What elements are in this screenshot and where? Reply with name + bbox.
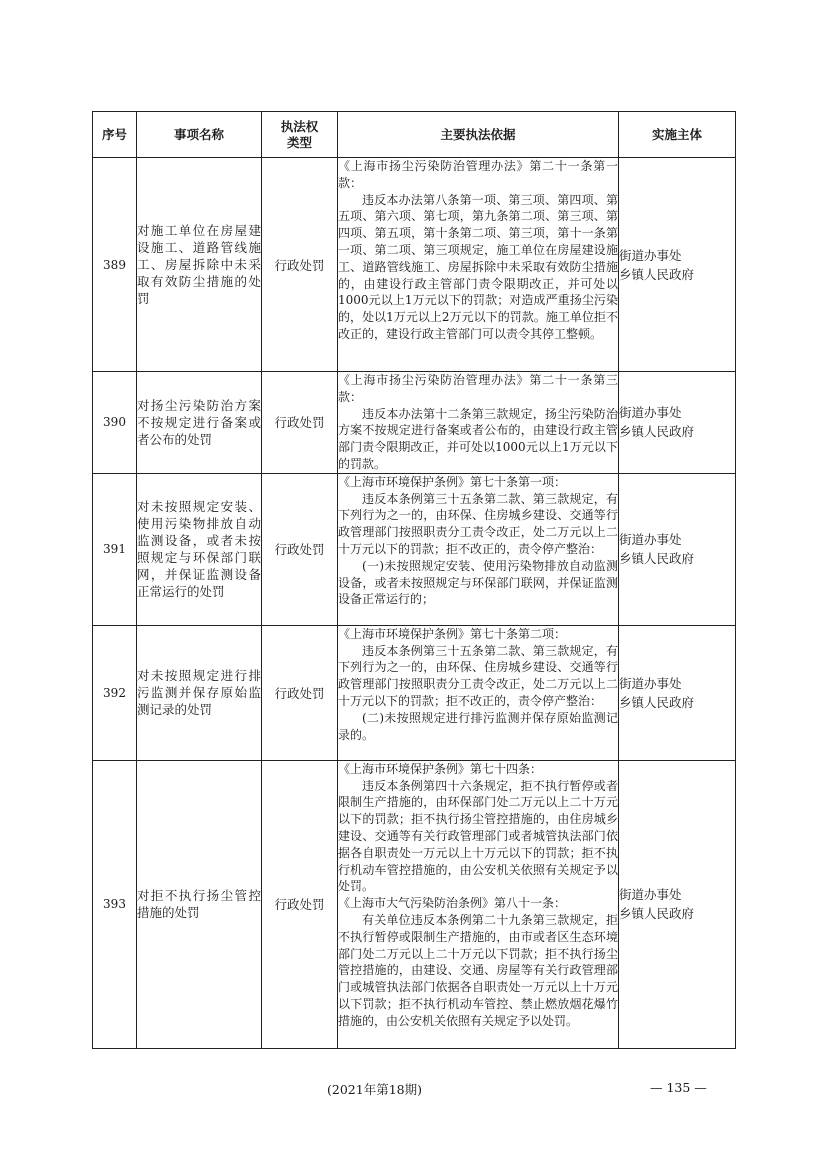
body-line1: 街道办事处 xyxy=(619,532,682,548)
basis-paragraph: (一)未按照规定安装、使用污染物排放自动监测设备，或者未按照规定与环保部门联网，并保证监测设备正常运行的； xyxy=(338,558,618,607)
row-item-name: 对扬尘污染防治方案不按规定进行备案或者公布的处罚 xyxy=(137,372,262,474)
table-row xyxy=(93,760,736,1048)
body-line1: 街道办事处 xyxy=(619,247,682,263)
header-basis: 主要执法依据 xyxy=(338,112,619,158)
basis-paragraph: 《上海市环境保护条例》第七十条第一项： xyxy=(338,474,567,489)
row-seq: 393 xyxy=(93,760,137,1048)
row-item-name: 对拒不执行扬尘管控措施的处罚 xyxy=(137,760,262,1048)
page-number: — 135 — xyxy=(650,1080,707,1095)
row-legal-basis xyxy=(338,372,619,474)
basis-paragraph: 违反本条例第三十五条第二款、第三款规定，有下列行为之一的，由环保、住房城乡建设、交通等行政管理部门按照职责分工责令改正，处二万元以上二十万元以下的罚款；拒不改正的，责令停产整治： xyxy=(338,643,618,708)
body-line2: 乡镇人民政府 xyxy=(619,906,695,922)
body-line2: 乡镇人民政府 xyxy=(619,551,695,567)
row-seq: 391 xyxy=(93,473,137,625)
body-line1: 街道办事处 xyxy=(619,675,682,691)
row-implementing-body xyxy=(619,473,736,625)
body-line2: 乡镇人民政府 xyxy=(619,424,695,440)
basis-paragraph: 有关单位违反本条例第二十九条第三款规定，拒不执行暂停或限制生产措施的，由市或者区生态环境部门处二万元以上二十万元以下罚款；拒不执行扬尘管控措施的，由建设、交通、房屋等有关行政管理部门或城管执法部门依据各自职责处一万元以上十万元以下罚款；拒不执行机动车管控、禁止燃放烟花爆竹措施的，由公安机关依照有关规定予以处罚。 xyxy=(338,912,618,1028)
table-row xyxy=(93,625,736,760)
basis-paragraph: 《上海市环境保护条例》第七十四条： xyxy=(338,761,543,776)
row-implementing-body xyxy=(619,158,736,372)
row-seq: 390 xyxy=(93,372,137,474)
issue-number: (2021年第18期) xyxy=(327,1082,422,1097)
row-implementing-body xyxy=(619,625,736,760)
basis-paragraph: 违反本条例第三十五条第二款、第三款规定，有下列行为之一的，由环保、住房城乡建设、交通等行政管理部门按照职责分工责令改正，处二万元以上二十万元以下的罚款；拒不改正的，责令停产整治： xyxy=(338,491,618,556)
body-line2: 乡镇人民政府 xyxy=(619,694,695,710)
header-body: 实施主体 xyxy=(619,112,736,158)
body-line1: 街道办事处 xyxy=(619,405,682,421)
row-legal-basis xyxy=(338,158,619,372)
row-enforcement-type: 行政处罚 xyxy=(262,158,338,372)
row-legal-basis xyxy=(338,760,619,1048)
enforcement-items-table xyxy=(92,111,736,1049)
basis-paragraph: 违反本条例第四十六条规定，拒不执行暂停或者限制生产措施的，由环保部门处二万元以上二十万元以下的罚款；拒不执行扬尘管控措施的，由住房城乡建设、交通等有关行政管理部门或者城管执法部门依据各自职责处一万元以上十万元以下的罚款；拒不执行机动车管控措施的，由公安机关依照有关规定予以处罚。 xyxy=(338,778,618,894)
row-implementing-body xyxy=(619,760,736,1048)
row-item-name: 对施工单位在房屋建设施工、道路管线施工、房屋拆除中未采取有效防尘措施的处罚 xyxy=(137,158,262,372)
row-seq: 389 xyxy=(93,158,137,372)
basis-paragraph: 《上海市扬尘污染防治管理办法》第二十一条第一款： xyxy=(338,159,618,190)
row-enforcement-type: 行政处罚 xyxy=(262,625,338,760)
body-line2: 乡镇人民政府 xyxy=(619,266,695,282)
basis-paragraph: (二)未按照规定进行排污监测并保存原始监测记录的。 xyxy=(338,710,618,742)
row-seq: 392 xyxy=(93,625,137,760)
basis-paragraph: 违反本办法第十二条第三款规定，扬尘污染防治方案不按规定进行备案或者公布的，由建设行政主管部门责令限期改正，并可处以1000元以上1万元以下的罚款。 xyxy=(338,406,618,471)
basis-paragraph: 违反本办法第八条第一项、第三项、第四项、第五项、第六项、第七项，第九条第二项、第三项、第四项、第五项，第十条第二项、第三项，第十一条第一项、第二项、第三项规定，施工单位在房屋建设施工、道路管线施工、房屋拆除中未采取有效防尘措施的，由建设行政主管部门责令限期改正，并可处以1000元以上1万元以下的罚款；对造成严重扬尘污染的，处以1万元以上2万元以下的罚款。施工单位拒不改正的，建设行政主管部门可以责令其停工整顿。 xyxy=(338,192,618,341)
basis-paragraph: 《上海市大气污染防治条例》第八十一条： xyxy=(338,896,567,911)
header-name: 事项名称 xyxy=(137,112,262,158)
header-type-line1: 执法权 xyxy=(280,118,319,134)
basis-paragraph: 《上海市环境保护条例》第七十条第二项： xyxy=(338,626,567,641)
body-line1: 街道办事处 xyxy=(619,887,682,903)
header-seq: 序号 xyxy=(93,112,137,158)
row-item-name: 对未按照规定进行排污监测并保存原始监测记录的处罚 xyxy=(137,625,262,760)
table-row xyxy=(93,372,736,474)
row-enforcement-type: 行政处罚 xyxy=(262,473,338,625)
row-legal-basis xyxy=(338,473,619,625)
table-header-row xyxy=(93,112,736,158)
row-enforcement-type: 行政处罚 xyxy=(262,372,338,474)
row-implementing-body xyxy=(619,372,736,474)
row-item-name: 对未按照规定安装、使用污染物排放自动监测设备，或者未按照规定与环保部门联网，并保证监测设备正常运行的处罚 xyxy=(137,473,262,625)
header-type xyxy=(262,112,338,158)
table-row xyxy=(93,473,736,625)
row-legal-basis xyxy=(338,625,619,760)
table-row xyxy=(93,158,736,372)
header-type-line2: 类型 xyxy=(286,134,312,150)
row-enforcement-type: 行政处罚 xyxy=(262,760,338,1048)
basis-paragraph: 《上海市扬尘污染防治管理办法》第二十一条第三款： xyxy=(338,373,618,404)
